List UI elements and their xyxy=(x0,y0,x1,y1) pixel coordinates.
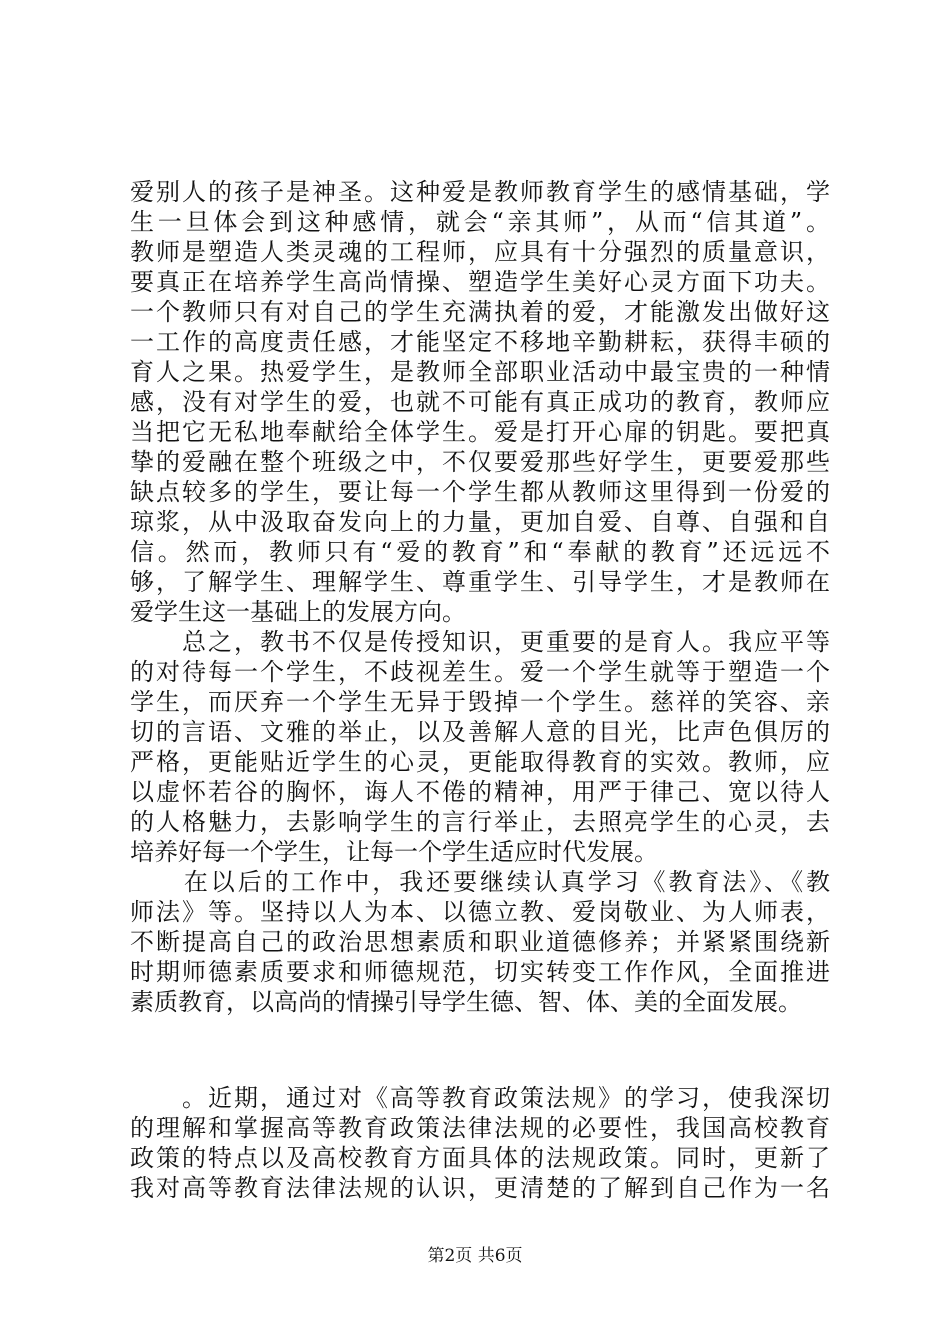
text-line: 一工作的高度责任感，才能坚定不移地辛勤耕耘，获得丰硕的 xyxy=(130,328,830,356)
text-line: 素质教育，以高尚的情操引导学生德、智、体、美的全面发展。 xyxy=(130,988,802,1016)
text-line: 当把它无私地奉献给全体学生。爱是打开心扉的钥匙。要把真 xyxy=(130,418,830,446)
text-line: 。近期，通过对《高等教育政策法规》的学习，使我深切 xyxy=(130,1084,830,1112)
text-line: 爱别人的孩子是神圣。这种爱是教师教育学生的感情基础，学 xyxy=(130,178,830,206)
text-line: 爱学生这一基础上的发展方向。 xyxy=(130,598,466,626)
text-line: 信。然而，教师只有“爱的教育”和“奉献的教育”还远远不 xyxy=(130,538,830,566)
text-line: 一个教师只有对自己的学生充满执着的爱，才能激发出做好这 xyxy=(130,298,830,326)
text-line: 的对待每一个学生，不歧视差生。爱一个学生就等于塑造一个 xyxy=(130,658,830,686)
text-line: 育人之果。热爱学生，是教师全部职业活动中最宝贵的一种情 xyxy=(130,358,830,386)
text-line: 琼浆，从中汲取奋发向上的力量，更加自爱、自尊、自强和自 xyxy=(130,508,830,536)
page-number: 第2页 共6页 xyxy=(427,1246,523,1266)
text-line: 的人格魅力，去影响学生的言行举止，去照亮学生的心灵，去 xyxy=(130,808,830,836)
text-line: 生一旦体会到这种感情，就会“亲其师”，从而“信其道”。 xyxy=(130,208,830,236)
text-line: 挚的爱融在整个班级之中，不仅要爱那些好学生，更要爱那些 xyxy=(130,448,830,476)
text-line: 严格，更能贴近学生的心灵，更能取得教育的实效。教师，应 xyxy=(130,748,830,776)
text-line: 的理解和掌握高等教育政策法律法规的必要性，我国高校教育 xyxy=(130,1114,830,1142)
page-footer xyxy=(0,1245,950,1267)
text-line: 教师是塑造人类灵魂的工程师，应具有十分强烈的质量意识， xyxy=(130,238,830,266)
text-line: 学生，而厌弃一个学生无异于毁掉一个学生。慈祥的笑容、亲 xyxy=(130,688,830,716)
text-line: 够，了解学生、理解学生、尊重学生、引导学生，才是教师在 xyxy=(130,568,830,596)
text-line: 我对高等教育法律法规的认识，更清楚的了解到自己作为一名 xyxy=(130,1174,830,1202)
text-line: 切的言语、文雅的举止，以及善解人意的目光，比声色俱厉的 xyxy=(130,718,830,746)
text-line: 感，没有对学生的爱，也就不可能有真正成功的教育，教师应 xyxy=(130,388,830,416)
text-line: 不断提高自己的政治思想素质和职业道德修养；并紧紧围绕新 xyxy=(130,928,830,956)
text-line: 以虚怀若谷的胸怀，诲人不倦的精神，用严于律己、宽以待人 xyxy=(130,778,830,806)
text-line: 时期师德素质要求和师德规范，切实转变工作作风，全面推进 xyxy=(130,958,830,986)
text-line: 总之，教书不仅是传授知识，更重要的是育人。我应平等 xyxy=(130,628,830,656)
text-line: 在以后的工作中，我还要继续认真学习《教育法》、《教 xyxy=(130,868,830,896)
text-line: 缺点较多的学生，要让每一个学生都从教师这里得到一份爱的 xyxy=(130,478,830,506)
second-text-block xyxy=(130,1083,830,1203)
text-line: 政策的特点以及高校教育方面具体的法规政策。同时，更新了 xyxy=(130,1144,830,1172)
main-text-block xyxy=(130,177,830,1017)
text-line: 师法》等。坚持以人为本、以德立教、爱岗敬业、为人师表， xyxy=(130,898,830,926)
text-line: 要真正在培养学生高尚情操、塑造学生美好心灵方面下功夫。 xyxy=(130,268,830,296)
text-line: 培养好每一个学生，让每一个学生适应时代发展。 xyxy=(130,838,658,866)
